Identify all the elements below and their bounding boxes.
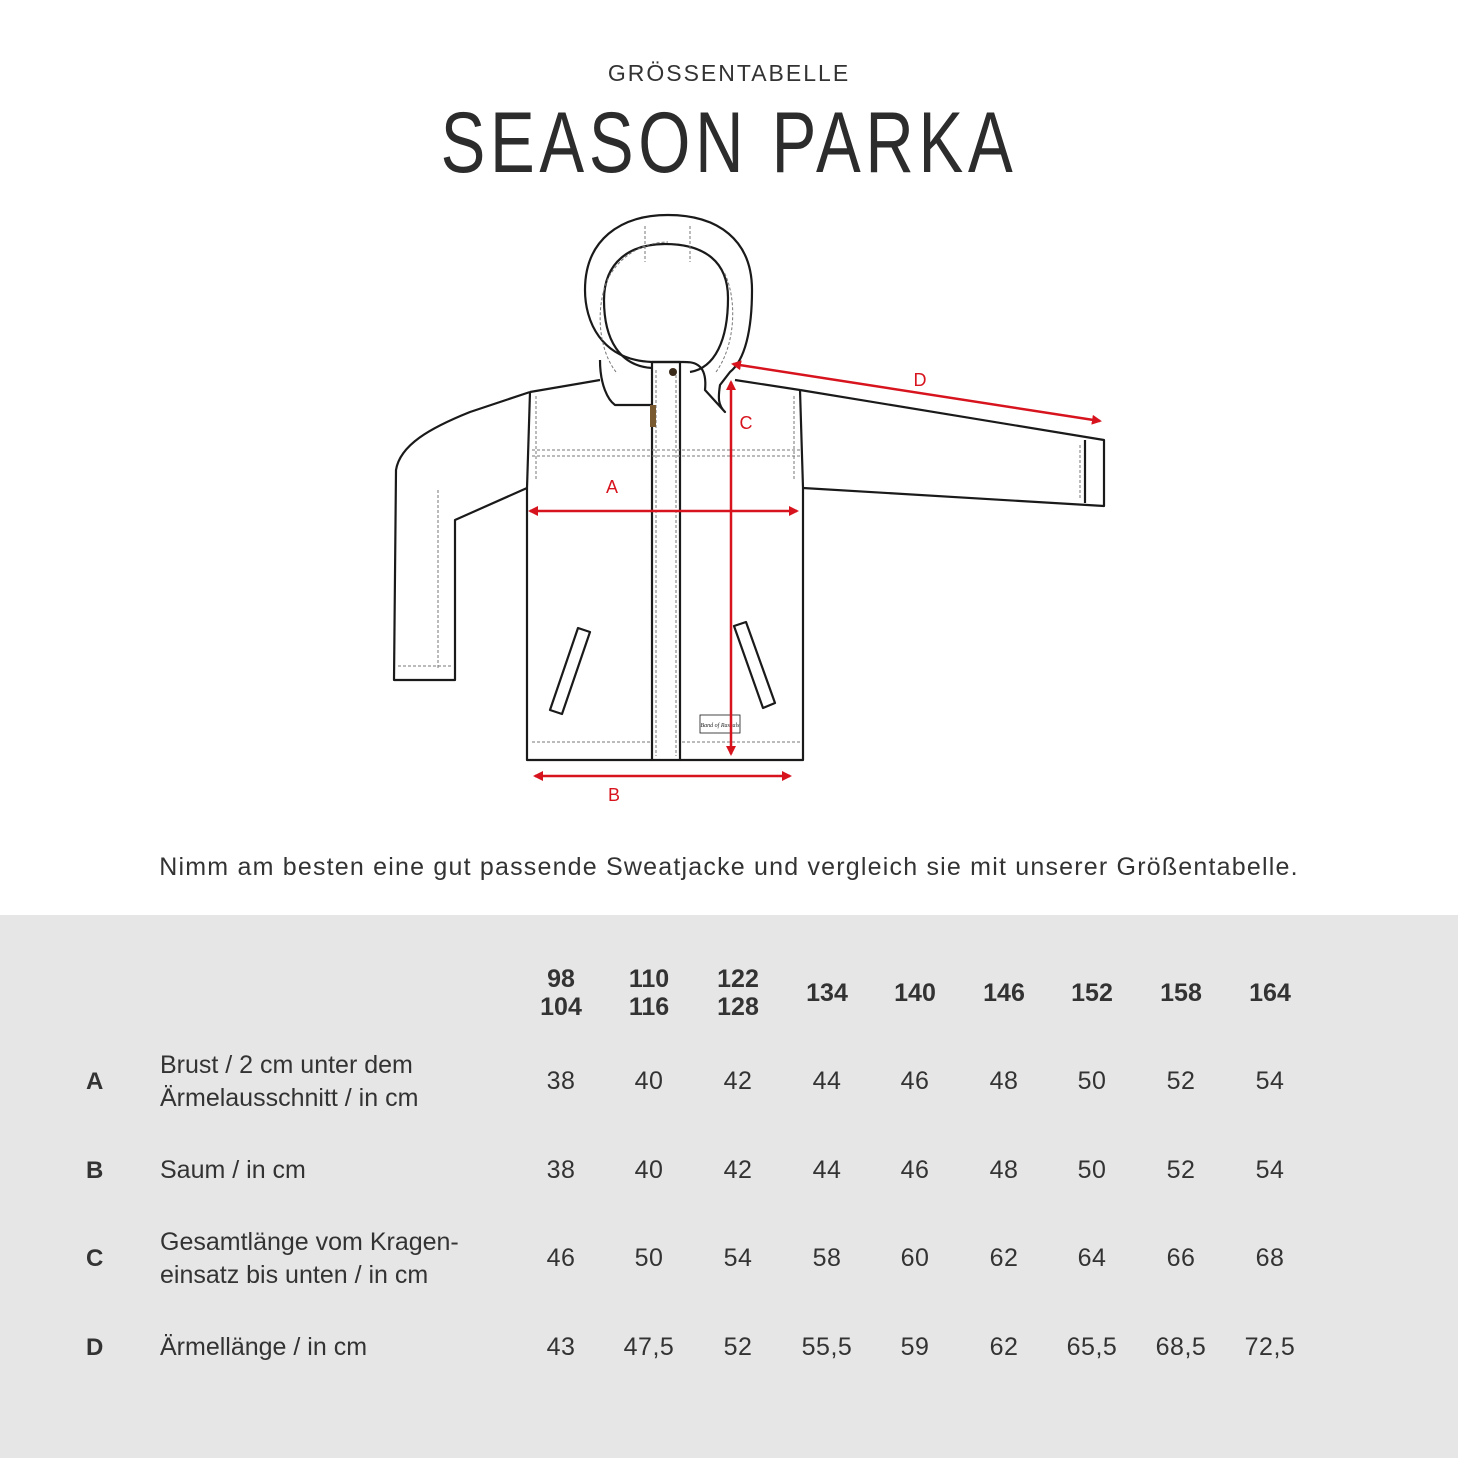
- table-cell: 40: [634, 1156, 664, 1184]
- hood-inner: [604, 244, 728, 372]
- table-cell: 68: [1255, 1244, 1285, 1272]
- table-cell: 52: [723, 1333, 753, 1361]
- table-cell: 48: [989, 1156, 1019, 1184]
- size-header: 134: [806, 979, 848, 1007]
- row-label-d: Ärmellänge / in cm: [160, 1333, 368, 1361]
- table-cell: 64: [1077, 1244, 1107, 1272]
- brand-tag-text: Band of Rascals: [700, 723, 740, 729]
- table-cell: 48: [989, 1067, 1019, 1095]
- table-cell: 68,5: [1155, 1333, 1207, 1361]
- table-cell: 44: [812, 1067, 842, 1095]
- measuring-hint: Nimm am besten eine gut passende Sweatjacke und vergleich sie mit unserer Größentabelle.: [159, 853, 1299, 881]
- size-header: 146: [983, 979, 1025, 1007]
- table-cell: 65,5: [1066, 1333, 1118, 1361]
- table-cell: 52: [1166, 1156, 1196, 1184]
- label-b: B: [607, 785, 621, 805]
- table-cell: 44: [812, 1156, 842, 1184]
- shoulder-left: [530, 380, 600, 392]
- table-cell: 38: [546, 1156, 576, 1184]
- parka-diagram: [380, 210, 1120, 810]
- body-left: [527, 392, 652, 760]
- table-cell: 50: [1077, 1156, 1107, 1184]
- table-cell: 59: [900, 1333, 930, 1361]
- body-right: [680, 390, 803, 760]
- zipper-pull: [650, 405, 656, 427]
- row-key-c: C: [86, 1245, 104, 1272]
- table-cell: 54: [1255, 1067, 1285, 1095]
- table-cell: 60: [900, 1244, 930, 1272]
- table-cell: 62: [989, 1244, 1019, 1272]
- table-cell: 46: [900, 1156, 930, 1184]
- right-sleeve: [800, 390, 1104, 506]
- pocket-right: [734, 622, 775, 708]
- size-header: 140: [894, 979, 936, 1007]
- table-cell: 50: [1077, 1067, 1107, 1095]
- table-cell: 42: [723, 1156, 753, 1184]
- shoulder-right: [735, 380, 800, 390]
- table-cell: 47,5: [623, 1333, 675, 1361]
- table-cell: 46: [546, 1244, 576, 1272]
- table-cell: 55,5: [801, 1333, 853, 1361]
- table-cell: 66: [1166, 1244, 1196, 1272]
- size-header: 110 116: [628, 965, 670, 1021]
- table-cell: 54: [723, 1244, 753, 1272]
- subtitle: GRÖSSENTABELLE: [607, 60, 851, 86]
- row-label-c: Gesamtlänge vom Kragen- einsatz bis unten / in cm: [160, 1228, 459, 1289]
- table-cell: 58: [812, 1244, 842, 1272]
- table-cell: 50: [634, 1244, 664, 1272]
- label-c: C: [739, 413, 753, 433]
- row-label-b: Saum / in cm: [160, 1156, 306, 1184]
- label-a: A: [605, 477, 619, 497]
- label-d: D: [913, 370, 927, 390]
- size-header: 122 128: [717, 965, 759, 1021]
- size-header: 152: [1071, 979, 1113, 1007]
- table-cell: 40: [634, 1067, 664, 1095]
- table-cell: 52: [1166, 1067, 1196, 1095]
- left-sleeve: [394, 392, 530, 680]
- table-cell: 42: [723, 1067, 753, 1095]
- table-cell: 46: [900, 1067, 930, 1095]
- row-key-b: B: [86, 1157, 104, 1184]
- row-key-a: A: [86, 1068, 104, 1095]
- row-key-d: D: [86, 1334, 104, 1361]
- table-cell: 62: [989, 1333, 1019, 1361]
- table-cell: 43: [546, 1333, 576, 1361]
- size-header: 98 104: [540, 965, 582, 1021]
- table-cell: 54: [1255, 1156, 1285, 1184]
- table-cell: 38: [546, 1067, 576, 1095]
- row-label-a: Brust / 2 cm unter dem Ärmelausschnitt / in cm: [160, 1051, 419, 1112]
- size-header: 164: [1249, 979, 1291, 1007]
- snap-button: [669, 368, 677, 376]
- pocket-left: [550, 628, 590, 714]
- page-title: SEASON PARKA: [440, 95, 1018, 191]
- size-header: 158: [1160, 979, 1202, 1007]
- table-cell: 72,5: [1244, 1333, 1296, 1361]
